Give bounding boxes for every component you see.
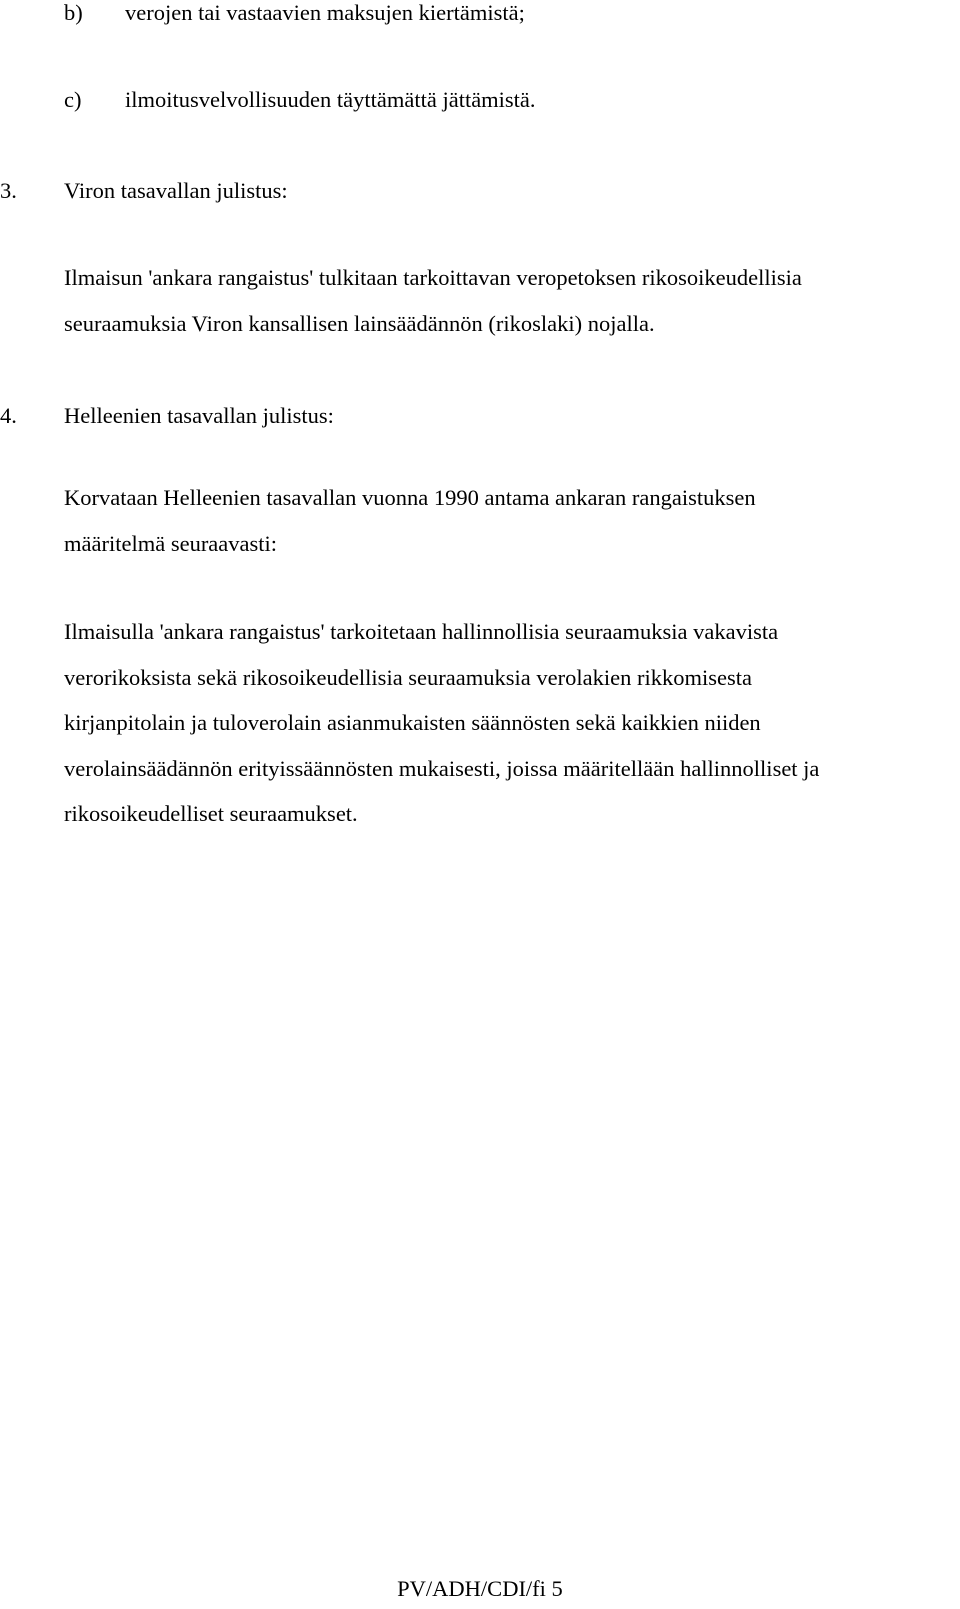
paragraph-line: Korvataan Helleenien tasavallan vuonna 1990 antama ankaran rangaistuksen bbox=[64, 485, 756, 510]
paragraph-line: seuraamuksia Viron kansallisen lainsäädännön (rikoslaki) nojalla. bbox=[64, 310, 655, 336]
paragraph-line: määritelmä seuraavasti: bbox=[64, 530, 278, 556]
section-3-heading: Viron tasavallan julistus: bbox=[64, 178, 288, 203]
section-4-paragraph-2 bbox=[64, 621, 954, 849]
section-4-paragraph-1 bbox=[64, 487, 954, 578]
paragraph-line: rikosoikeudelliset seuraamukset. bbox=[64, 801, 358, 826]
section-3-paragraph bbox=[64, 267, 954, 358]
paragraph-line: kirjanpitolain ja tuloverolain asianmukaisten säännösten sekä kaikkien niiden bbox=[64, 710, 761, 735]
page-footer: PV/ADH/CDI/fi 5 bbox=[397, 1576, 563, 1601]
list-label-b: b) bbox=[64, 0, 83, 25]
paragraph-line: Ilmaisulla 'ankara rangaistus' tarkoitetaan hallinnollisia seuraamuksia vakavista bbox=[64, 619, 779, 644]
section-3-number: 3. bbox=[0, 178, 17, 203]
section-4-heading: Helleenien tasavallan julistus: bbox=[64, 403, 334, 428]
list-label-c: c) bbox=[64, 87, 82, 112]
paragraph-line: verolainsäädännön erityissäännösten mukaisesti, joissa määritellään hallinnolliset ja bbox=[64, 755, 820, 781]
paragraph-line: verorikoksista sekä rikosoikeudellisia seuraamuksia verolakien rikkomisesta bbox=[64, 664, 752, 690]
paragraph-line: Ilmaisun 'ankara rangaistus' tulkitaan tarkoittavan veropetoksen rikosoikeudellisia bbox=[64, 265, 802, 290]
list-item-c-text: ilmoitusvelvollisuuden täyttämättä jättämistä. bbox=[125, 87, 536, 112]
section-4-number: 4. bbox=[0, 403, 17, 428]
list-item-b-text: verojen tai vastaavien maksujen kiertämistä; bbox=[125, 0, 525, 25]
